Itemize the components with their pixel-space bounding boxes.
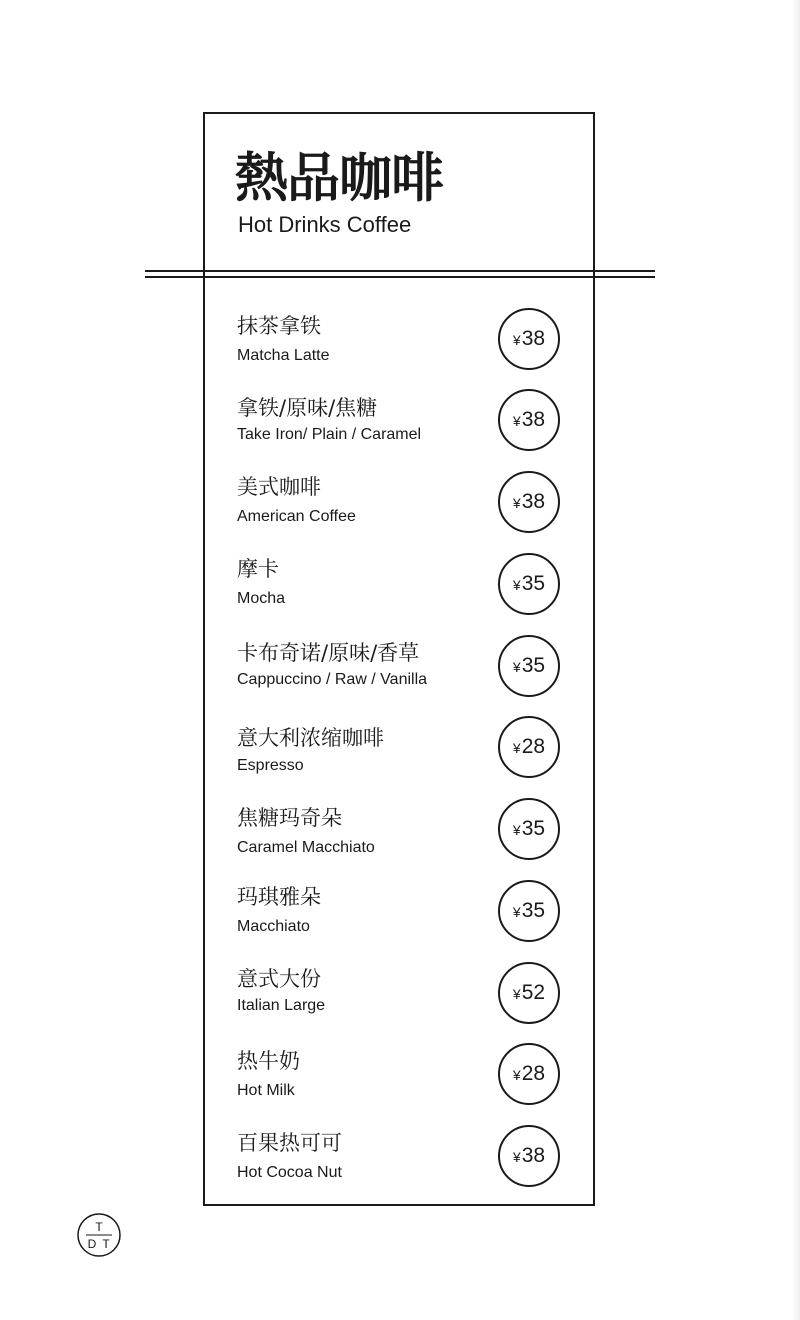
menu-item-price: 38 — [521, 327, 546, 350]
logo-letter-right: T — [102, 1237, 110, 1251]
currency-symbol: ¥ — [512, 904, 521, 920]
menu-item-name-zh: 卡布奇诺/原味/香草 — [237, 641, 420, 665]
menu-item-name-zh: 抹茶拿铁 — [237, 314, 321, 338]
menu-item-name-zh: 意式大份 — [237, 967, 321, 991]
menu-item-price-badge — [498, 1125, 560, 1187]
logo-letter-left: D — [87, 1237, 97, 1251]
menu-item-price-badge — [498, 798, 560, 860]
menu-item-name-zh: 意大利浓缩咖啡 — [237, 726, 384, 750]
currency-symbol: ¥ — [512, 1067, 521, 1083]
menu-item-price: 52 — [521, 981, 546, 1004]
menu-item-name-en: Cappuccino / Raw / Vanilla — [237, 671, 428, 688]
menu-item-price-badge — [498, 471, 560, 533]
menu-item-name-zh: 百果热可可 — [237, 1131, 342, 1155]
menu-item-price-badge — [498, 962, 560, 1024]
menu-item-name-en: Matcha Latte — [237, 347, 330, 364]
currency-symbol: ¥ — [512, 822, 521, 838]
menu-item-price-badge — [498, 635, 560, 697]
menu-item-price: 38 — [521, 408, 546, 431]
menu-item-price-badge — [498, 553, 560, 615]
currency-symbol: ¥ — [512, 495, 521, 511]
currency-symbol: ¥ — [512, 577, 521, 593]
menu-item-name-en: Hot Cocoa Nut — [237, 1164, 342, 1181]
menu-item-price: 35 — [521, 899, 546, 922]
menu-title-en: Hot Drinks Coffee — [238, 212, 412, 237]
menu-item-price-badge — [498, 308, 560, 370]
menu-item-price-badge — [498, 389, 560, 451]
currency-symbol: ¥ — [512, 1149, 521, 1165]
tdt-logo-mark — [76, 1212, 122, 1258]
menu-item-price-badge — [498, 716, 560, 778]
menu-item-price: 28 — [521, 1062, 546, 1085]
menu-item-name-en: Hot Milk — [237, 1082, 295, 1099]
menu-item-name-en: American Coffee — [237, 508, 356, 525]
menu-item-name-zh: 热牛奶 — [237, 1049, 300, 1073]
logo-letter-top: T — [95, 1220, 103, 1234]
menu-title-zh: 熱品咖啡 — [235, 148, 443, 209]
menu-item-price: 28 — [521, 735, 546, 758]
currency-symbol: ¥ — [512, 413, 521, 429]
menu-item-name-en: Mocha — [237, 590, 286, 607]
currency-symbol: ¥ — [512, 986, 521, 1002]
tdt-logo — [76, 1212, 122, 1262]
menu-item-name-en: Caramel Macchiato — [237, 839, 375, 856]
menu-item-name-en: Macchiato — [237, 918, 310, 935]
menu-item-price-badge — [498, 1043, 560, 1105]
menu-item-price: 35 — [521, 572, 546, 595]
menu-item-price: 38 — [521, 490, 546, 513]
menu-item-name-en: Espresso — [237, 757, 304, 774]
currency-symbol: ¥ — [512, 740, 521, 756]
menu-item-price-badge — [498, 880, 560, 942]
menu-item-name-en: Take Iron/ Plain / Caramel — [237, 426, 422, 443]
menu-item-price: 38 — [521, 1144, 546, 1167]
menu-item-price: 35 — [521, 654, 546, 677]
menu-item-name-zh: 摩卡 — [237, 557, 279, 581]
currency-symbol: ¥ — [512, 332, 521, 348]
menu-item-name-zh: 美式咖啡 — [237, 475, 321, 499]
menu-item-price: 35 — [521, 817, 546, 840]
menu-item-name-zh: 玛琪雅朵 — [237, 885, 321, 909]
currency-symbol: ¥ — [512, 659, 521, 675]
menu-item-name-en: Italian Large — [237, 997, 326, 1014]
menu-item-name-zh: 焦糖玛奇朵 — [237, 806, 342, 830]
menu-item-name-zh: 拿铁/原味/焦糖 — [237, 396, 378, 420]
